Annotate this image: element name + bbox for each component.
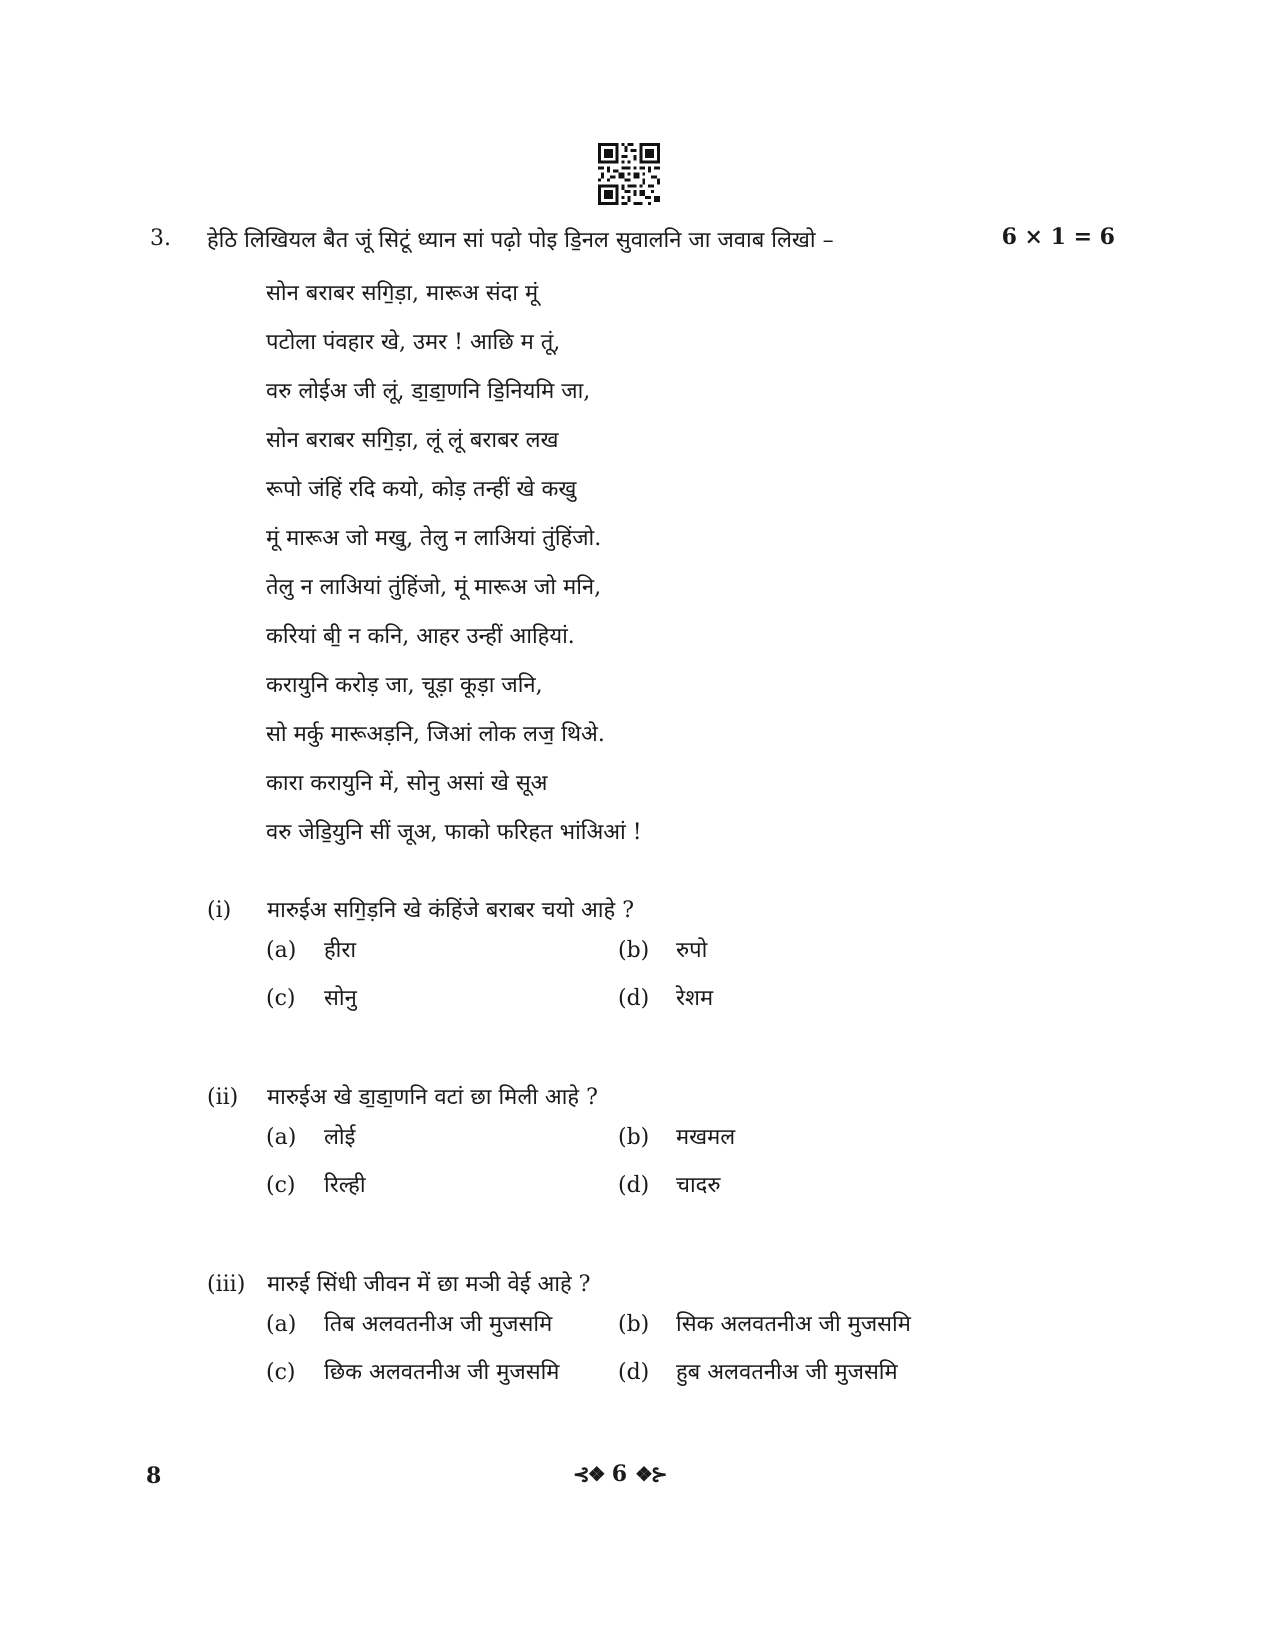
sub-question-text: मारुईअ खे डा॒डा॒णनि वटां छा मिली आहे ?: [267, 1085, 598, 1110]
option-b: [618, 934, 1018, 962]
option-letter: (c): [266, 1173, 296, 1198]
poem-line: मूं मारूअ जो मखु, तेलु न लाअियां तुंहिंजो.: [266, 526, 602, 551]
ornament-icon: ❖⊱: [635, 1462, 666, 1486]
sub-question-number: (iii): [207, 1272, 246, 1297]
option-text: रुपो: [676, 938, 708, 963]
sub-question-2: [207, 1081, 1107, 1197]
option-text: हुब अलवतनीअ जी मुजसमि: [676, 1360, 898, 1385]
sub-question-text: मारुईअ सगि॒ड़नि खे कंहिंजे बराबर चयो आहे ?: [267, 898, 635, 923]
option-text: लोई: [324, 1125, 356, 1150]
option-a: [266, 1121, 618, 1149]
question-number: 3.: [150, 226, 171, 251]
option-letter: (b): [618, 938, 650, 963]
option-text: तिब अलवतनीअ जी मुजसमि: [324, 1312, 553, 1337]
option-letter: (b): [618, 1312, 650, 1337]
option-c: [266, 1356, 618, 1384]
options: [266, 1121, 1107, 1197]
question-marks: 6 × 1 = 6: [1001, 224, 1115, 250]
options: [266, 934, 1107, 1010]
page-number: 6: [611, 1461, 627, 1487]
option-text: मखमल: [676, 1125, 736, 1150]
poem-line: सोन बराबर सगि॒ड़ा, लूं लूं बराबर लख: [266, 428, 559, 453]
option-a: [266, 934, 618, 962]
option-text: सोनु: [324, 986, 357, 1011]
sub-question-text: मारुई सिंधी जीवन में छा मञी वेई आहे ?: [267, 1272, 591, 1297]
option-d: [618, 982, 1018, 1010]
option-b: [618, 1121, 1018, 1149]
option-letter: (a): [266, 1125, 297, 1150]
paper-code: 8: [146, 1463, 162, 1489]
option-letter: (a): [266, 1312, 297, 1337]
option-letter: (b): [618, 1125, 650, 1150]
sub-question-3: [207, 1268, 1107, 1384]
option-letter: (c): [266, 986, 296, 1011]
option-a: [266, 1308, 618, 1336]
option-text: सिक अलवतनीअ जी मुजसमि: [676, 1312, 911, 1337]
option-c: [266, 982, 618, 1010]
poem-line: वरु लोईअ जी लूं, डा॒डा॒णनि डि॒नियमि जा,: [266, 379, 591, 404]
option-d: [618, 1356, 1018, 1384]
sub-question-number: (ii): [207, 1085, 239, 1110]
option-letter: (d): [618, 1173, 650, 1198]
option-b: [618, 1308, 1018, 1336]
ornament-icon: ⊰❖: [573, 1462, 604, 1486]
poem-line: पटोला पंवहार खे, उमर ! आछि म तूं,: [266, 330, 561, 355]
poem-line: तेलु न लाअियां तुंहिंजो, मूं मारूअ जो मनि,: [266, 575, 602, 600]
poem-line: करायुनि करोड़ जा, चूड़ा कूड़ा जनि,: [266, 673, 543, 698]
option-letter: (d): [618, 1360, 650, 1385]
option-c: [266, 1169, 618, 1197]
poem-line: रूपो जंहिं रदि कयो, कोड़ तन्हीं खे कखु: [266, 477, 577, 502]
option-text: छिक अलवतनीअ जी मुजसमि: [324, 1360, 560, 1385]
page-footer: [573, 1461, 666, 1487]
option-letter: (a): [266, 938, 297, 963]
option-letter: (c): [266, 1360, 296, 1385]
qr-code-icon: [598, 143, 660, 205]
sub-question-number: (i): [207, 898, 232, 923]
sub-question-head: [207, 1081, 1107, 1121]
question-instruction: हेठि लिखियल बैत जूं सिटूं ध्यान सां पढ़ो पोइ डि॒नल सुवालनि जा जवाब लिखो –: [207, 228, 834, 253]
sub-question-1: [207, 894, 1107, 1010]
option-text: रिल्ही: [324, 1173, 366, 1198]
poem-line: करियां बी॒ न कनि, आहर उन्हीं आहियां.: [266, 624, 575, 649]
sub-question-head: [207, 1268, 1107, 1308]
option-text: चादरु: [676, 1173, 721, 1198]
option-text: हीरा: [324, 938, 357, 963]
poem-line: वरु जेडि॒युनि सीं जूअ, फाको फरिहत भांअिआं !: [266, 820, 642, 845]
option-text: रेशम: [676, 986, 714, 1011]
sub-question-head: [207, 894, 1107, 934]
option-letter: (d): [618, 986, 650, 1011]
options: [266, 1308, 1107, 1384]
option-d: [618, 1169, 1018, 1197]
poem-line: कारा करायुनि में, सोनु असां खे सूअ: [266, 771, 548, 796]
poem: [266, 280, 642, 868]
poem-line: सोन बराबर सगि॒ड़ा, मारूअ संदा मूं: [266, 281, 539, 306]
poem-line: सो मर्कु मारूअड़नि, जिआं लोक लज॒ थिअे.: [266, 722, 605, 747]
